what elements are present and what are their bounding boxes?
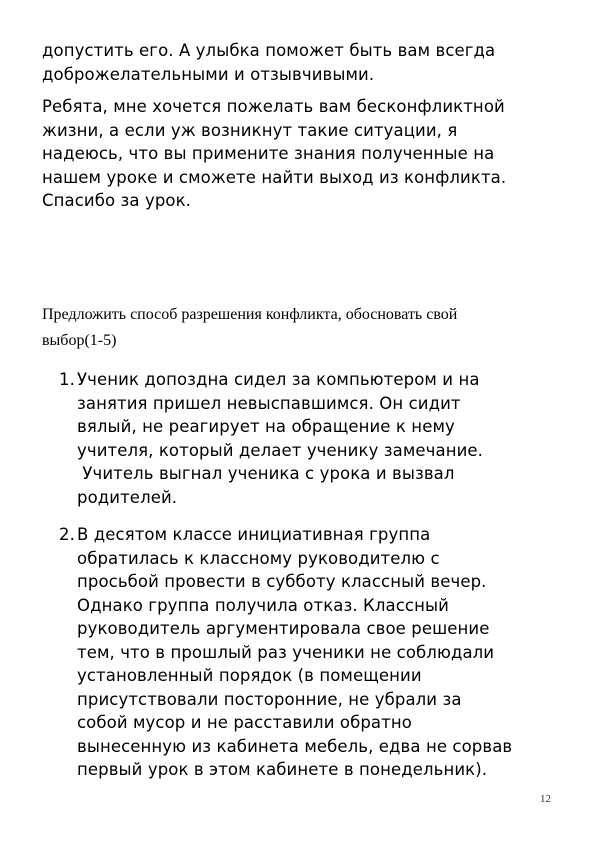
- task-list: [59, 368, 539, 796]
- text-line: вынесенную из кабинета мебель, едва не сорвав: [77, 736, 513, 756]
- text-line: занятия пришел невыспавшимся. Он сидит: [77, 393, 461, 413]
- text-line: жизни, а если уж возникнут такие ситуации, я: [42, 120, 458, 140]
- text-line: тем, что в прошлый раз ученики не соблюдали: [77, 642, 495, 662]
- task-number: 1.: [59, 370, 75, 389]
- text-line: Ребята, мне хочется пожелать вам бесконфликтной: [42, 97, 505, 116]
- text-line: Однако группа получила отказ. Классный: [77, 595, 449, 615]
- text-line: руководитель аргументировала свое решение: [77, 619, 490, 638]
- text-line: присутствовали посторонние, не убрали за: [77, 689, 462, 709]
- closing-paragraph-start: [42, 39, 562, 86]
- task-heading: [42, 302, 522, 354]
- text-line: вялый, не реагирует на обращение к нему: [77, 417, 455, 436]
- page-number: 12: [540, 793, 551, 805]
- closing-paragraph: [42, 95, 562, 213]
- text-line: собой мусор и не расставили обратно: [77, 713, 412, 732]
- text-line: доброжелательными и отзывчивыми.: [42, 64, 375, 84]
- text-line: нашем уроке и сможете найти выход из конфликта.: [42, 167, 507, 187]
- text-line: надеюсь, что вы примените знания полученные на: [42, 144, 495, 163]
- task-item: [59, 523, 539, 782]
- text-line: учителя, который делает ученику замечание.: [77, 440, 484, 460]
- text-line: первый урок в этом кабинете в понедельник).: [77, 760, 488, 779]
- text-line: В десятом классе инициативная группа: [77, 525, 431, 544]
- text-line: просьбой провести в субботу классный вечер.: [77, 572, 487, 591]
- text-line: Учитель выгнал ученика с урока и вызвал: [77, 464, 455, 483]
- heading-line: выбор(1-5): [42, 332, 117, 349]
- text-line: допустить его. А улыбка поможет быть вам всегда: [42, 41, 496, 60]
- heading-line: Предложить способ разрешения конфликта, обосновать свой: [42, 306, 458, 323]
- task-item: [59, 368, 539, 509]
- text-line: Спасибо за урок.: [42, 191, 192, 210]
- text-line: родителей.: [77, 487, 178, 507]
- text-line: Ученик допоздна сидел за компьютером и на: [77, 370, 480, 389]
- task-number: 2.: [59, 525, 75, 544]
- text-line: установленный порядок (в помещении: [77, 666, 422, 685]
- text-line: обратилась к классному руководителю с: [77, 548, 440, 568]
